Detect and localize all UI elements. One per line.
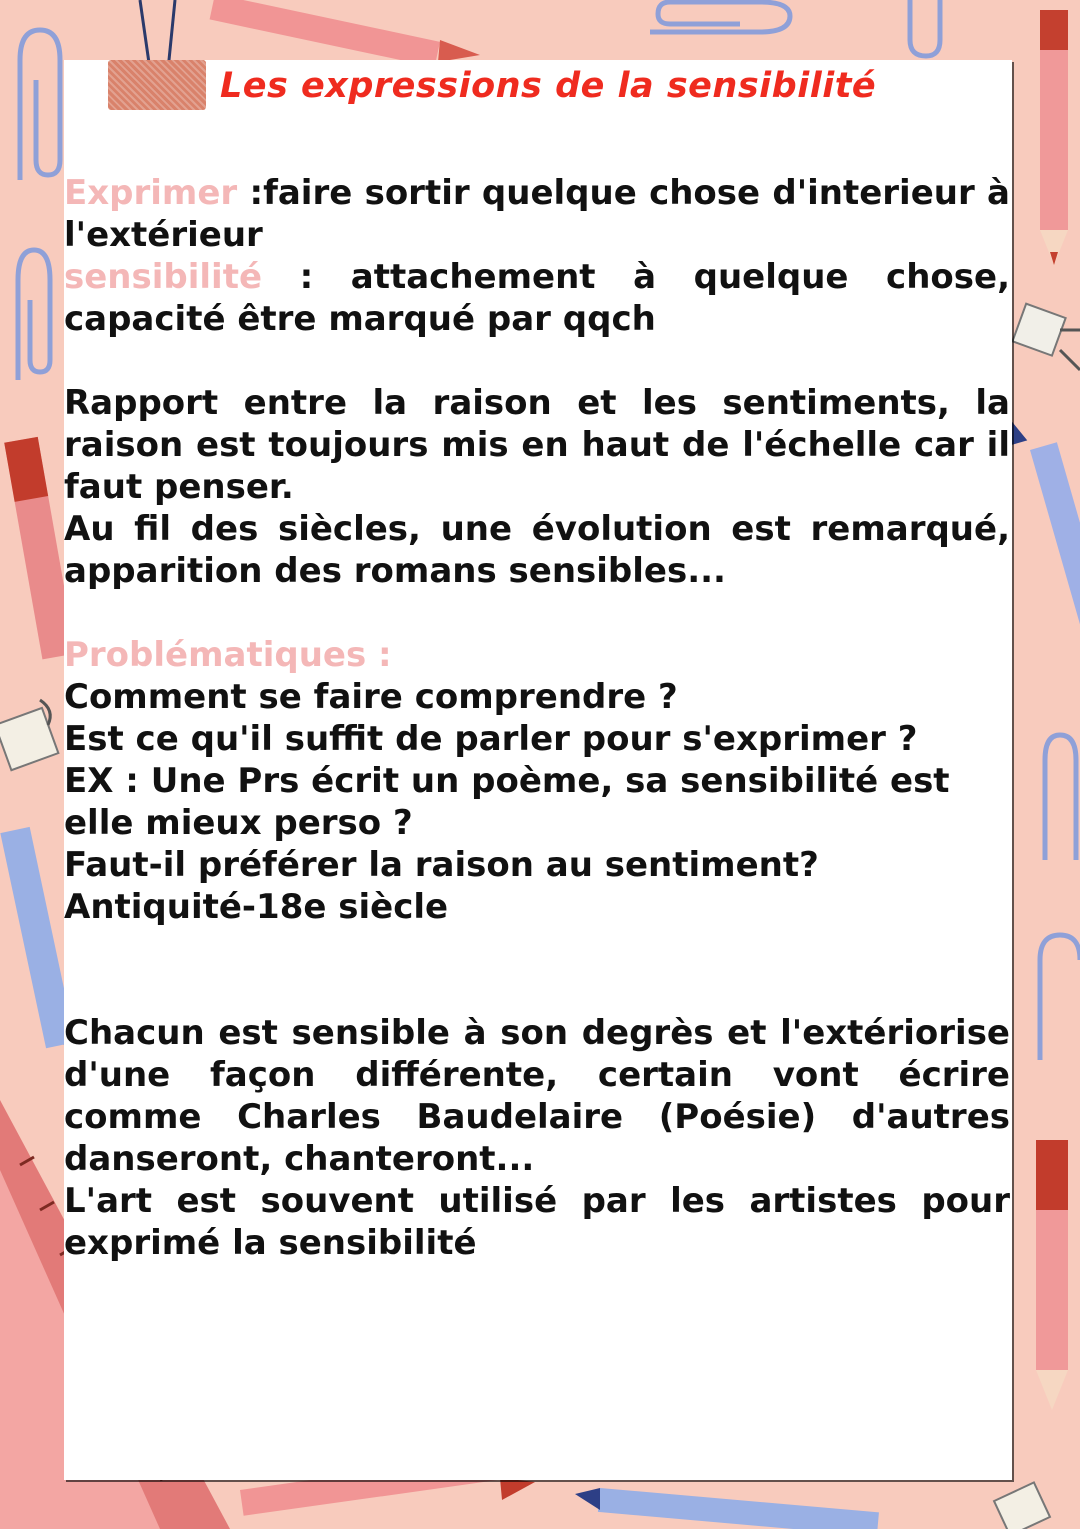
paperclip-icon xyxy=(1040,935,1080,1060)
spacer xyxy=(64,340,1010,382)
definition-term: sensibilité xyxy=(64,257,263,297)
paragraph: Au fil des siècles, une évolution est remarqué, apparition des romans sensibles... xyxy=(64,509,1010,591)
pencil-icon xyxy=(210,0,480,67)
note-page xyxy=(64,60,1012,1480)
definition-text: :faire sortir quelque chose d'interieur à l'extérieur xyxy=(64,173,1010,255)
paragraph: Chacun est sensible à son degrès et l'extériorise d'une façon différente, certain vont écrire comme Charles Baudelaire (Poésie) d'autres danseront, chanteront... xyxy=(64,1013,1010,1179)
binder-clip-icon xyxy=(994,1482,1050,1529)
question-line: Comment se faire comprendre ? xyxy=(64,677,678,717)
definition-exprimer xyxy=(64,172,1010,256)
question-line: Antiquité-18e siècle xyxy=(64,887,449,927)
pencil-icon xyxy=(1036,1140,1068,1410)
paperclip-icon xyxy=(20,30,60,180)
pencil-icon xyxy=(1040,10,1068,265)
definition-term: Exprimer xyxy=(64,173,238,213)
page-title: Les expressions de la sensibilité xyxy=(220,66,877,106)
note-body xyxy=(64,172,1010,1264)
tape-decoration xyxy=(108,60,206,110)
spacer xyxy=(64,592,1010,634)
section-heading: Problématiques : xyxy=(64,635,392,675)
definition-sensibilite xyxy=(64,256,1010,340)
paragraph: Rapport entre la raison et les sentiments, la raison est toujours mis en haut de l'échelle car il faut penser. xyxy=(64,383,1010,507)
pen-icon xyxy=(575,1488,879,1529)
paperclip-icon xyxy=(18,250,50,380)
definition-text: : attachement à quelque chose, capacité être marqué par qqch xyxy=(64,257,1010,339)
binder-clip-icon xyxy=(0,700,58,770)
question-line: Faut-il préférer la raison au sentiment? xyxy=(64,845,819,885)
paperclip-icon xyxy=(1045,735,1076,860)
paperclip-icon xyxy=(650,2,790,32)
paragraph: L'art est souvent utilisé par les artistes pour exprimé la sensibilité xyxy=(64,1181,1010,1263)
paperclip-icon xyxy=(910,0,940,56)
question-line: Est ce qu'il suffit de parler pour s'exprimer ? xyxy=(64,719,918,759)
binder-clip-icon xyxy=(1012,304,1080,370)
question-line: EX : Une Prs écrit un poème, sa sensibilité est elle mieux perso ? xyxy=(64,761,950,843)
spacer xyxy=(64,928,1010,1012)
